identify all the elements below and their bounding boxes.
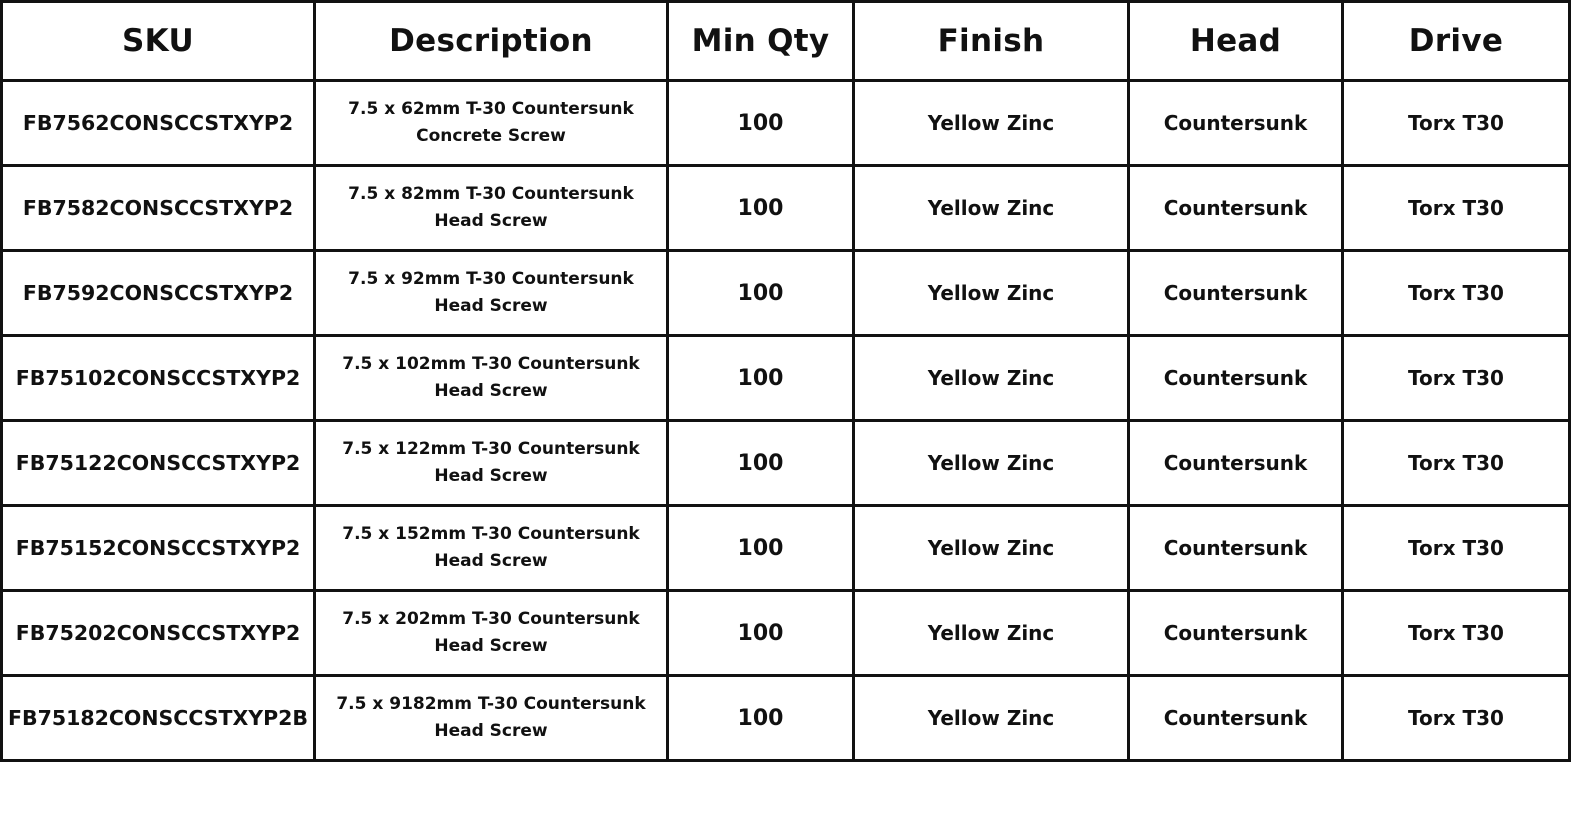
table-row bbox=[2, 251, 1570, 336]
description-line: 7.5 x 62mm T-30 Countersunk bbox=[348, 99, 634, 119]
description-line: Concrete Screw bbox=[416, 126, 566, 146]
sku-cell: FB75152CONSCCSTXYP2 bbox=[2, 506, 315, 591]
header-finish: Finish bbox=[854, 2, 1129, 81]
table-row bbox=[2, 336, 1570, 421]
description-cell bbox=[315, 166, 668, 251]
min-qty-cell: 100 bbox=[668, 421, 854, 506]
finish-cell: Yellow Zinc bbox=[854, 421, 1129, 506]
table-row bbox=[2, 81, 1570, 166]
finish-cell: Yellow Zinc bbox=[854, 81, 1129, 166]
sku-cell: FB75202CONSCCSTXYP2 bbox=[2, 591, 315, 676]
sku-cell: FB7592CONSCCSTXYP2 bbox=[2, 251, 315, 336]
head-cell: Countersunk bbox=[1129, 591, 1343, 676]
header-min-qty: Min Qty bbox=[668, 2, 854, 81]
description-cell bbox=[315, 81, 668, 166]
finish-cell: Yellow Zinc bbox=[854, 676, 1129, 761]
sku-cell: FB7562CONSCCSTXYP2 bbox=[2, 81, 315, 166]
header-sku: SKU bbox=[2, 2, 315, 81]
description-line: Head Screw bbox=[434, 721, 548, 741]
drive-cell: Torx T30 bbox=[1343, 81, 1570, 166]
description-line: Head Screw bbox=[434, 381, 548, 401]
description-cell bbox=[315, 506, 668, 591]
min-qty-cell: 100 bbox=[668, 676, 854, 761]
description-cell bbox=[315, 421, 668, 506]
table-row bbox=[2, 166, 1570, 251]
drive-cell: Torx T30 bbox=[1343, 336, 1570, 421]
description-line: Head Screw bbox=[434, 466, 548, 486]
description-cell bbox=[315, 676, 668, 761]
drive-cell: Torx T30 bbox=[1343, 251, 1570, 336]
head-cell: Countersunk bbox=[1129, 166, 1343, 251]
description-line: 7.5 x 102mm T-30 Countersunk bbox=[342, 354, 640, 374]
sku-cell: FB75182CONSCCSTXYP2B bbox=[2, 676, 315, 761]
min-qty-cell: 100 bbox=[668, 81, 854, 166]
drive-cell: Torx T30 bbox=[1343, 506, 1570, 591]
header-drive: Drive bbox=[1343, 2, 1570, 81]
min-qty-cell: 100 bbox=[668, 166, 854, 251]
description-line: 7.5 x 9182mm T-30 Countersunk bbox=[336, 694, 646, 714]
table-row bbox=[2, 591, 1570, 676]
header-head: Head bbox=[1129, 2, 1343, 81]
description-line: Head Screw bbox=[434, 551, 548, 571]
drive-cell: Torx T30 bbox=[1343, 591, 1570, 676]
min-qty-cell: 100 bbox=[668, 251, 854, 336]
min-qty-cell: 100 bbox=[668, 591, 854, 676]
min-qty-cell: 100 bbox=[668, 336, 854, 421]
description-line: 7.5 x 202mm T-30 Countersunk bbox=[342, 609, 640, 629]
description-line: Head Screw bbox=[434, 636, 548, 656]
finish-cell: Yellow Zinc bbox=[854, 251, 1129, 336]
head-cell: Countersunk bbox=[1129, 421, 1343, 506]
description-line: 7.5 x 122mm T-30 Countersunk bbox=[342, 439, 640, 459]
head-cell: Countersunk bbox=[1129, 81, 1343, 166]
drive-cell: Torx T30 bbox=[1343, 421, 1570, 506]
sku-cell: FB75102CONSCCSTXYP2 bbox=[2, 336, 315, 421]
table-row bbox=[2, 506, 1570, 591]
sku-cell: FB7582CONSCCSTXYP2 bbox=[2, 166, 315, 251]
description-line: 7.5 x 82mm T-30 Countersunk bbox=[348, 184, 634, 204]
header-description: Description bbox=[315, 2, 668, 81]
description-line: Head Screw bbox=[434, 296, 548, 316]
description-line: Head Screw bbox=[434, 211, 548, 231]
description-line: 7.5 x 92mm T-30 Countersunk bbox=[348, 269, 634, 289]
description-cell bbox=[315, 591, 668, 676]
finish-cell: Yellow Zinc bbox=[854, 166, 1129, 251]
description-cell bbox=[315, 336, 668, 421]
description-cell bbox=[315, 251, 668, 336]
drive-cell: Torx T30 bbox=[1343, 676, 1570, 761]
head-cell: Countersunk bbox=[1129, 336, 1343, 421]
min-qty-cell: 100 bbox=[668, 506, 854, 591]
head-cell: Countersunk bbox=[1129, 251, 1343, 336]
table-row bbox=[2, 676, 1570, 761]
finish-cell: Yellow Zinc bbox=[854, 336, 1129, 421]
drive-cell: Torx T30 bbox=[1343, 166, 1570, 251]
finish-cell: Yellow Zinc bbox=[854, 591, 1129, 676]
header-row bbox=[2, 2, 1570, 81]
head-cell: Countersunk bbox=[1129, 676, 1343, 761]
sku-cell: FB75122CONSCCSTXYP2 bbox=[2, 421, 315, 506]
head-cell: Countersunk bbox=[1129, 506, 1343, 591]
table-row bbox=[2, 421, 1570, 506]
finish-cell: Yellow Zinc bbox=[854, 506, 1129, 591]
description-line: 7.5 x 152mm T-30 Countersunk bbox=[342, 524, 640, 544]
